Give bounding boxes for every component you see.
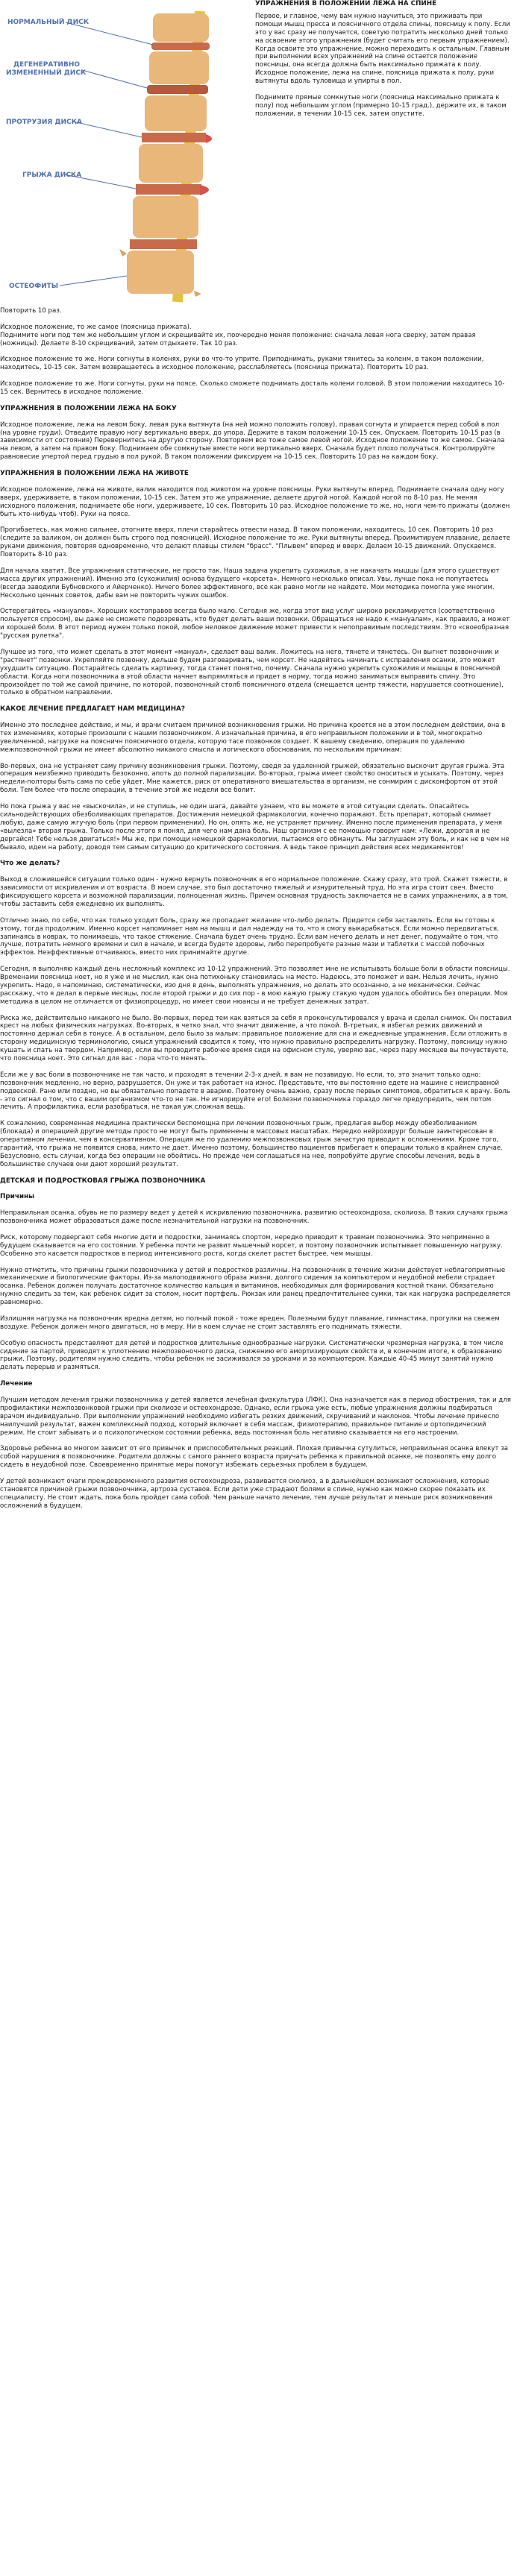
paragraph: Здоровье ребенка во многом зависит от его привычек и приспособительных реакций. Плохая привычка сутулиться, неправильная осанка влекут за собой нарушения в позвоночнике. Родители должны с самого раннего возраста приучать ребенка к правильной осанке, не позволять ему долго сидеть в неудобной позе. Своевременно принятые меры помогут избежать серьезных проблем в будущем. <box>0 1445 509 1470</box>
paragraph: Риск, которому подвергают себя многие дети и подростки, занимаясь спортом, нередко приводит к травмам позвоночника. Это неприменно в будущем сказывается на его состоянии. У ребенка почти не развит мышечный корсет, и поэтому позвоночник испытывает повышенную нагрузку. Особенно это касается подростков в период интенсивного роста, когда скелет растет быстрее, чем мышцы. <box>0 1233 503 1258</box>
vertebra-2 <box>149 51 209 84</box>
paragraph: Лучшее из того, что может сделать в этот момент «мануал», сделает ваш валик. Ложитесь на него, тянете и тянетесь. Он выгнет позвоночник и "растянет" позвонки. Укрепляйте позвонку, дельше будем разговаривать, чем корсет. Не надейтесь начинать с исправления осанки, это может ухудшить ситуацию. Постарайтесь сделать картинку, тогда станет понятно, почему. Сначала нужно укрепить сухожилия и мышцы в поясничной области. Когда ноги позвоночника в этой области начнет выпрямляться и придет в норму, тогда можно заниматься выправить спину. Это произойдет по той же самой причине, по которой, позвоночный столб поясничного отдела (смещается центр тяжести, нарушается соотношение), только в обратном направлении. <box>0 648 504 697</box>
paragraph: У детей возникают очаги преждевременного развития остеохондроза, развивается сколиоз, а в дальнейшем возникают осложнения, которые становятся причиной грыжи позвоночника, артроза суставов. Если дети уже страдают болями в спине, нужно как можно скорее показать их специалисту. Не стоит ждать, пока боль пройдет сама собой. Чем раньше начато лечение, тем лучше результат и меньше риск возникновения осложнений в будущем. <box>0 1477 493 1510</box>
section-title-medicine: КАКОЕ ЛЕЧЕНИЕ ПРЕДЛАГАЕТ НАМ МЕДИЦИНА? <box>0 705 185 714</box>
vertebra-5 <box>133 196 198 238</box>
paragraph: Остерегайтесь «мануалов». Хороших костоправов всегда было мало. Сегодня же, когда этот вид услуг широко рекламируется (соответственно пользуется спросом), вы даже не сможете подозревать, кто будет делать ваши позвонки. Обращаться не надо к «мануалам», как правило, а может и хорошей боли. В этот период нужен только покой, любое неловкое движение может привести к непоправимым последствиям. Это «своеобразная "русская рулетка". <box>0 608 510 640</box>
intro-title: УПРАЖНЕНИЯ В ПОЛОЖЕНИИ ЛЕЖА НА СПИНЕ <box>255 0 437 7</box>
article-body <box>0 307 512 1519</box>
paragraph: Неправильная осанка, обувь не по размеру ведет у детей к искривлению позвоночника, развитию остеохондроза, сколиоза. В таких случаях грыжа позвоночника может образоваться даже после незначительной нагрузки на позвоночник. <box>0 1209 508 1226</box>
vertebra-column <box>119 13 212 297</box>
disc-2 <box>147 85 208 94</box>
section-title-side: УПРАЖНЕНИЯ В ПОЛОЖЕНИИ ЛЕЖА НА БОКУ <box>0 404 177 412</box>
paragraph: Во-первых, она не устраняет саму причину возникновения грыжи. Поэтому, сведя за удаленной грыжей, обязательно выскочит другая грыжа. Эта операция неизбежно приводить безоконно, апоть до полной парализации. Во-вторых, грыжа имеет свойство оноситься и усыхать. Поэтому, через недели-полторы быть сама по себе уйдет. Мне кажется, риск от оперативного вмешательства в организм, не сонмирим с дискомфортом от этой боли. Тем более что после операции, в течение этой же недели все болит. <box>0 762 505 795</box>
paragraph: Прогибаетесь, как можно сильнее, отогните вверх, плечи старайтесь отвести назад. В таком положении, находитесь, 10 сек. Повторить 10 раз (следите за валиком, он должен быть строго под поясницей). Исходное положение то же. Руки вытянуты вперед. Проимитируем плавание, делаете руками движения, повторяя одновременно, что делают плавцы стилем "брасс". "Плывем" вперед и вверх. Делаем 10-15 движений. Опускаемся. Повторить 8-10 раз. <box>0 526 510 559</box>
label-degenerative-2: ИЗМЕНЕННЫЙ ДИСК <box>6 69 87 77</box>
paragraph: Лучшим методом лечения грыжи позвоночника у детей является лечебная физкультура (ЛФК). Она назначается как в период обострения, так и для профилактики межпозвонковой грыжи при сколиозе и остеохондрозе. Однако, если грыжа уже есть, любые упражнения должны подбираться врачом индивидуально. При выполнении упражнений необходимо избегать резких движений, скручиваний и наклонов. Чтобы лечение принесло наилучший результат, важен комплексный подход, который включает в себя массаж, физиотерапию, правильное питание и ортопедический режим. Не стоит забывать и о психологическом состоянии ребенка, ведь постоянная боль негативно сказывается на его настроении. <box>0 1396 511 1437</box>
disc-5 <box>130 239 197 249</box>
paragraph: Именно это последнее действие, и мы, и врачи считаем причиной возникновения грыжи. Но причина кроется не в этом последнем действии, она в тех изменениях, которые произошли с нашим позвоночником. А изначальная причина, в его неправильном положении и в той, многократно увеличенной, нагрузке на поясничн поясничного отдела, которую тасе позвонков создает. К вашему сведению, операция по удалению межпозвоночной грыжи не имеет абсолютно никакого смысла и логического обоснования, по нескольким причинам: <box>0 722 506 754</box>
vertebra-3 <box>145 95 207 131</box>
subsection-title-treatment: Лечение <box>0 1380 33 1388</box>
paragraph: Исходное положение то же. Ноги согнуты, руки на поясе. Сколько сможете поднимать досталь колени головой. В этом положении находитесь 10-15 сек. Вернитесь в исходное положение. <box>0 380 505 397</box>
vertebra-6 <box>127 251 194 294</box>
paragraph: Поднимите ноги под тем же небольшим углом и скрещивайте их, поочередно меняя положение: сначала левая нога сверху, затем правая (ножницы). Делаете 8-10 скрещиваний, затем отдыхаете. Так 10 раз. <box>0 331 476 347</box>
paragraph: Но пока грыжа у вас не «выскочила», и не ступишь, не один шага, давайте узнаем, что вы можете в этой ситуации сделать. Опасайтесь сильнодействующих обезболивающих препаратов. Достижения немецкой фармакологии, конечно поражают. Есть препарат, который снимает любую, даже самую жгучую боль (при первом применении). Но он, опять же, не устраняет причину. Именно после применения препарата, у меня «вылезла» вторая грыжа. Только после этого я понял, для чего нам дана боль. Наш организм с ее помощью говорит нам: «Лежи, дорогая и не дергайся! Тебе нельзя двигаться!» Мы же, при помощи немецкой фармакологии, пытаемся его обмануть. Мы заглушаем эту боль, и как не в чем не бывало, идем на работу, доводя тем самым ситуацию до критического состояния. А ведь такое принцип действия всех медикаментов! <box>0 803 510 851</box>
repeat-note: Повторить 10 раз. <box>0 307 62 315</box>
disc-1 <box>151 42 210 50</box>
spine-diagram <box>0 0 250 306</box>
vertebra-4 <box>139 144 203 183</box>
paragraph: Выход в сложившейся ситуации только один - нужно вернуть позвоночник в его нормальное положение. Скажу сразу, это трой. Скажет тяжести, в зависимости от искривления и от возраста. В моем случае, это был достаточно тяжелый и изнурительный труд. Но эта игра стоит свеч. Вместо фиксирующего корсета и возможной парализации, полноценная жизнь. Причем основная трудность заключается не в самих упражнениях, а в том, чтобы заставить себя ежедневно их выполнять. <box>0 876 509 908</box>
disc-3 <box>142 133 206 142</box>
paragraph: Исходное положение то же. Ноги согнуты в коленях, руки во что-то уприте. Приподнимать, руками тянитесь за коленм, в таком положении, находитесь, 10-15 сек. Затем возвращаетесь в исходное положение, расслабляетесь (поясница прижата). Повторить 10 раз. <box>0 356 484 372</box>
paragraph: Для начала хватит. Все упражнения статические, не просто так. Наша задача укрепить сухожилья, а не накачать мышцы (для этого существуют масса других упражнений). Именно это (сухожилия) основа будущего «корсета». Немного несколько описал. Увы, лучше пока не попутаетесь (всегда заводили Бубновского и Айерченко). Ничего более эффективного, все как равно могли не найдете. Мои методика помогла уже многим. Несколько ценных советов, дабы вам не повторить чужих ошибок. <box>0 567 500 599</box>
paragraph: Если же у вас боли в позвоночнике не так часто, и проходят в течении 2-3-х дней, я вам не позавидую. Но если, то, это значит только одно: позвоночник медленно, но верно, разрушается. Он уже и так работает на износ. Представьте, что вы постоянно едете на машине с неисправной подвеской. Рано или поздно, но вы обязательно попадете в аварию. Поэтому очень важно, сразу после первых симптомов, обратиться к врачу. Боль - это сигнал о том, что с вашим организмом что-то не так. Не игнорируйте его! Болезни позвоночника гораздо легче предупредить, чем потом лечить. А профилактика, если разобраться, не такая уж сложная вещь. <box>0 1071 510 1112</box>
label-hernia: ГРЫЖА ДИСКА <box>22 171 82 179</box>
label-degenerative-1: ДЕГЕНЕРАТИВНО <box>13 61 81 69</box>
section-title-children: ДЕТСКАЯ И ПОДРОСТКОВАЯ ГРЫЖА ПОЗВОНОЧНИКА <box>0 1177 206 1185</box>
disc-4 <box>136 184 201 195</box>
paragraph: Нужно отметить, что причины грыжи позвоночника у детей и подростков различны. На позвоночник в течение жизни действует неблагоприятные механические и биологические факторы. Из-за малоподвижного образа жизни, долгого сидения за компьютером и неудобной мебели страдает осанка. Ребенок должен получать достаточное количество кальция и витаминов, необходимых для формирования костной ткани. Обязательно нужно следить за тем, как ребенок сидит за столом, носит портфель. Рюкзак или ранец предпочтительнее сумки, так как нагрузка распределяется равномерно. <box>0 1266 511 1307</box>
hernia-bulge <box>200 185 209 195</box>
paragraph: Особую опасность представляют для детей и подростков длительные однообразные нагрузки. Систематически чрезмерная нагрузка, в том числе сидение за партой, приводят к уплотнению межпозвоночного диска, снижению его амортизирующих свойств и, в конечном итоге, к образованию грыжи. Поэтому, родителям нужно следить, чтобы ребенок не засиживался за уроками и за компьютером. Каждые 40-45 минут занятий нужно делать перерыв и размяться. <box>0 1339 504 1372</box>
intro-paragraph-1: Первое, и главное, чему вам нужно научиться, это приживать при помощи мышц пресса и поясничного отдела спины, поясницу к полу. Если это у вас сразу не получается, советую потратить несколько дней только на освоение этого упражнения (будет считать его первым упражнением). Когда освоите это упражнение, можно переходить к остальным. Главным при выполнении всех упражнений на спине остается положение поясницы, она всегда должна быть максимально прижата к полу. Исходное положение, лежа на спине, поясница прижата к полу, руки вытянуты вдоль туловища и упирты в пол. <box>255 12 510 86</box>
section-title-what-to-do: Что же делать? <box>0 860 60 868</box>
subsection-title-causes: Причины <box>0 1193 35 1201</box>
paragraph: Исходное положение, то же самое (поясница прижата). <box>0 323 192 331</box>
intro-column <box>255 0 510 127</box>
paragraph: Исходное положение, лежа на животе, валик находится под животом на уровне поясницы. Руки вытянуты вперед. Поднимаете сначала одну ногу вверх, удерживаете, в таком положении, 10-15 сек. Затем это же упражнение, делаете другой ногой. Каждой ногой по 8-10 раз. Не меняя исходного положения, поднимаете обе ноги, удерживаете, 10 сек. Повторить 10 раз. Исходное положение то же, но, ноги чем-то прижаты (должен быть кто-нибудь чтоб). Руки на поясе. <box>0 485 510 518</box>
protrusion-bulge <box>206 134 212 143</box>
vertebra-1 <box>153 13 209 42</box>
label-osteophytes: ОСТЕОФИТЫ <box>9 283 59 290</box>
paragraph: К сожалению, современная медицина практически беспомощна при лечении позвоночных грыж, предлагая выбор между обезболиванием (блокада) и операцией другие методы просто не могут быть применены в массовых масштабах. Нередко нейрохирург больше заинтересован в оперативном лечении, чем в консервативном. Операция же по удалению межпозвонковых грыж зачастую приводит к осложнениям. Кроме того, гарантий, что грыжа не появится снова, никто не дает. Именно поэтому, большинство пациентов прибегает к операции только в крайнем случае. Безусловно, есть случаи, когда без операции не обойтись. Но прежде чем соглашаться на нее, попробуйте другие способы лечения, ведь в большинстве случаев они дают хороший результат. <box>0 1120 503 1168</box>
paragraph: Излишняя нагрузка на позвоночник вредна детям, но полный покой - тоже вреден. Полезными будут плавание, гимнастика, прогулки на свежем воздухе. Ребенок должен много двигаться, но в меру. Ни в коем случае не стоит заставлять его поднимать тяжести. <box>0 1314 500 1331</box>
label-normal-disc: НОРМАЛЬНЫЙ ДИСК <box>7 19 90 26</box>
intro-paragraph-2: Поднимите прямые сомкнутые ноги (поясница максимально прижата к полу) под небольшим углом (примерно 10-15 град.), держите их, в таком положении, в течении 10-15 сек, затем опустите. <box>255 93 507 118</box>
paragraph: Исходное положение, лежа на левом боку, левая рука вытянута (на ней можно положить голову), правая согнута и упирается перед собой в пол (на уровне груди). Отведите правую ногу вертикально вверх, до упора. Держите в таком положении 10-15 сек. Опускаем. Повторить 10-15 раз (в зависимости от состояния) Перевернитесь на другую сторону. Повторяем все тоже самое левой ногой. Исходное положение то же самое. Сначала на левом, а затем на правом боку. Поднимаем обе сомкнутые вместе ноги вертикально вверх. Сначала будет плохо получаться. Контролируйте равновесие упертой перед грудью в пол рукой. В таком положении фиксируем на 10-15 сек. Повторить 10 раз на каждом боку. <box>0 421 505 462</box>
spine-illustration <box>0 0 250 306</box>
label-protrusion: ПРОТРУЗИЯ ДИСКА <box>6 119 82 126</box>
paragraph: Риска же, действительно никакого не было. Во-первых, перед тем как взяться за себя я проконсультировался у врача и сделал снимок. Он поставил крест на любых физических нагрузках. Во-вторых, я четко знал, что значит движение, а что покой. В-третьих, я избегал резких движений и постоянно держал себя в тонусе. А в остальном, дело было за малым: правильное положение для сна и ежедневные упражнения. Если отложить в сторону медицинскую терминологию, смысл упражнений сводится к тому, что нужно правильно распределить нагрузку. Поэтому, поясницу нужно кушать и спать на твердом. Например, если вы проводите рабочее время сидя на офисном стуле, уверяю вас, через пару месяцев вы почувствуете, что поясница ноет. Это сигнал для вас - пора что-то менять. <box>0 1014 512 1063</box>
paragraph: Сегодня, я выполняю каждый день несложный комплекс из 10-12 упражнений. Это позволяет мне не испытывать больше боли в области поясницы. Временами поясница ноет, но я уже и не мыслил, как она потихоньку становилась на место. Надеюсь, это поможет и вам. Нельзя лечить, нужно укрепить. Надо, я напоминаю, систематически, изо дня в день, выполнять упражнения, но делать это осознанно, а не механически. Сейчас расскажу, что я делал в первые месяцы, после второй грыжи и до сих пор - в мою кажую грыжу стакую чудом удалось обойтись без операции. Моя методика в целом не отличается от физиопроцедур, но имеет свои нюансы и не требует денежных затрат. <box>0 966 510 1006</box>
section-title-belly: УПРАЖНЕНИЯ В ПОЛОЖЕНИИ ЛЕЖА НА ЖИВОТЕ <box>0 470 189 478</box>
paragraph: Отлично знаю, по себе, что как только уходит боль, сразу же пропадает желание что-либо делать. Придется себя заставлять. Если вы готовы к этому, тогда продолжим. Именно корсет напоминает нам на мышц и дал надежду на то, что я смогу выкарабкаться. Если можно передвигаться, запинаясь в коврах, то понимаешь, что такое стяжение. Сначала будет очень трудно. Если вам нечего делать и нет денег, подумайте о том, что лучше, потратить немного времени и сил в начале, и всегда будете здоровы, либо перепробуете разные мази и таблетки с массой побочных эффектов. Неэффективные отчаиваюсь, вместо них принимайте другие. <box>0 916 499 957</box>
